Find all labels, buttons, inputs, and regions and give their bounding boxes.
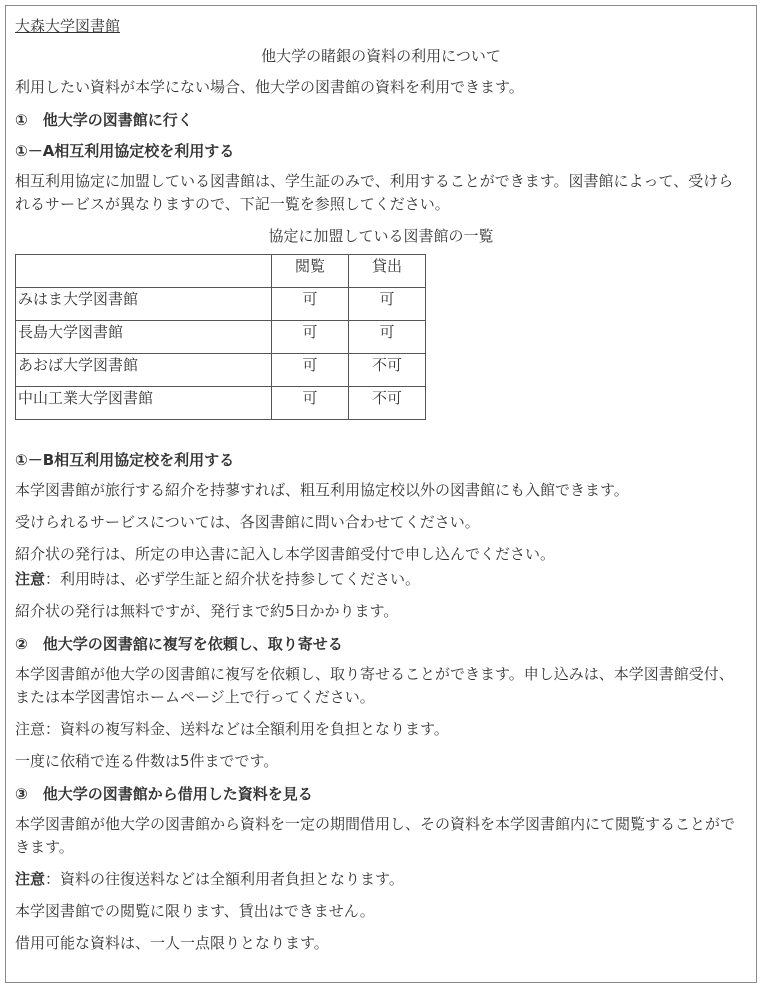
table-cell-lend: 不可 — [349, 387, 426, 420]
section3-note — [15, 868, 747, 891]
page-title: 他大学の睹銀の資料の利用について — [261, 47, 501, 65]
section1a-heading: ①－A相互利用協定校を利用する — [15, 142, 235, 160]
section3-p1: 本学図書館が他大学の図書館から資料を一定の期間借用し、その資料を本学図書館内にて閲覧することができます。 — [15, 815, 736, 856]
section1b-p4: 紹介状の発行は無料ですが、発行まで約5日かかります。 — [15, 602, 399, 620]
section3-p2: 本学図書館での閲覧に限ります、賃出はできません。 — [15, 902, 375, 920]
table-cell-library: あおば大学図書館 — [16, 354, 272, 387]
table-cell-browse: 可 — [272, 354, 349, 387]
table-cell-library: みはま大学図書館 — [16, 288, 272, 321]
table-cell-browse: 可 — [272, 387, 349, 420]
section1b-p2: 受けられるサービスについては、各図書館に問い合わせてください。 — [15, 513, 480, 531]
section2-heading: ② 他大学の図書舘に複写を依頼し、取り寄せる — [15, 635, 343, 653]
table-row — [16, 354, 426, 387]
table-header-cell: 閲覧 — [272, 255, 349, 288]
table-cell-library: 長島大学図書館 — [16, 321, 272, 354]
library-link[interactable]: 大森大学図書館 — [15, 17, 121, 35]
section2-p2: 注意：資料の複写料金、送料などは全額利用を負担となります。 — [15, 720, 449, 738]
section1b-note — [15, 568, 747, 591]
table-header-cell — [16, 255, 272, 288]
section1b-p1: 本学図書館が旅行する紹介を持蓼すれば、粗互利用協定校以外の図書館にも入館できます。 — [15, 481, 629, 499]
note-label: 注意 — [15, 570, 46, 588]
table-cell-library: 中山工業大学図書館 — [16, 387, 272, 420]
table-cell-browse: 可 — [272, 288, 349, 321]
table-row — [16, 321, 426, 354]
section2-p1: 本学図書館が他大学の図書館に複写を依頼し、取り寄せることができます。申し込みは、本学図書館受付、または本学図書馆ホームページ上で行ってください。 — [15, 665, 734, 706]
table-header-cell: 貸出 — [349, 255, 426, 288]
note-text: ：資料の往復送料などは全額利用者負担となります。 — [45, 870, 404, 888]
document-page — [5, 5, 757, 983]
section1a-body: 相互利用協定に加盟している図書館は、学生証のみで、利用することができます。図書館によって、受けられるサービスが異なりますので、下記一覧を参照してください。 — [15, 172, 734, 213]
table-cell-lend: 可 — [349, 321, 426, 354]
table-caption: 協定に加盟している図書館の一覧 — [268, 227, 494, 245]
note-text: ：利用時は、必ず学生証と紹介状を持参してください。 — [45, 570, 421, 588]
section1b-p3: 紹介状の発行は、所定の申込書に記入し本学図書館受付で申し込んでください。 — [15, 545, 556, 563]
table-cell-browse: 可 — [272, 321, 349, 354]
section3-p3: 借用可能な資料は、一人一点限りとなります。 — [15, 934, 329, 952]
section1b-heading: ①－B相互利用協定校を利用する — [15, 451, 235, 469]
section3-heading: ③ 他大学の図書館から借用した資料を見る — [15, 785, 313, 803]
note-label: 注意 — [15, 870, 46, 888]
section1-heading: ① 他大学の図書館に行く — [15, 111, 193, 129]
table-row — [16, 288, 426, 321]
table-header-row — [16, 255, 426, 288]
table-cell-lend: 可 — [349, 288, 426, 321]
intro-text: 利用したい資料が本学にない場合、他大学の図書館の資料を利用できます。 — [15, 78, 524, 96]
library-table — [15, 254, 426, 420]
table-row — [16, 387, 426, 420]
table-cell-lend: 不可 — [349, 354, 426, 387]
section2-p3: 一度に依稍で连る件数は5件までです。 — [15, 752, 279, 770]
